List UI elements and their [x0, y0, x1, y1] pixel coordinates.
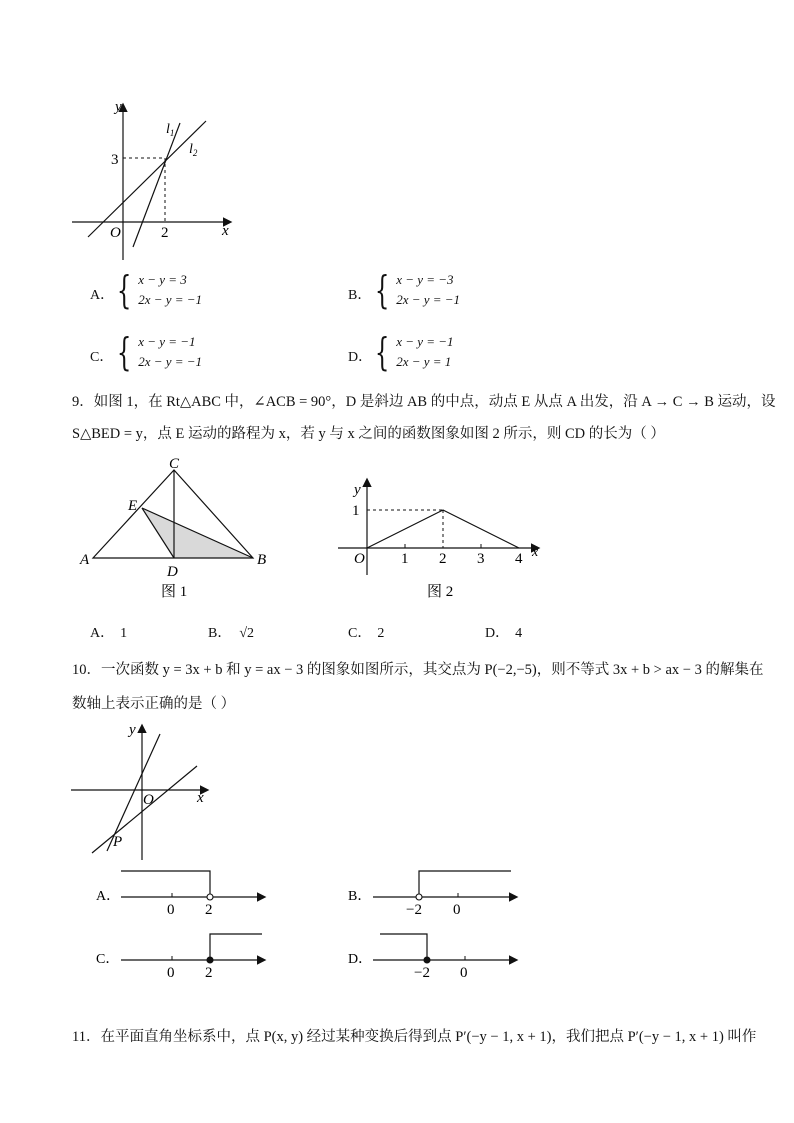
q9-figure1 — [75, 458, 275, 603]
q9-label-d: D — [167, 564, 178, 580]
q10-option-b-label: B． — [348, 889, 372, 904]
q8-option-d-label: D． — [348, 350, 373, 365]
brace-icon: { — [116, 330, 132, 374]
q9-option-d-label: D． — [485, 626, 510, 641]
q10-x-label: x — [197, 790, 204, 806]
q10-option-a-ray — [121, 871, 210, 894]
q9-stem-line2: S△BED = y，点 E 运动的路程为 x，若 y 与 x 之间的函数图象如图 2 所示，则 CD 的长为（ ） — [72, 426, 665, 442]
q9-label-e: E — [128, 498, 138, 514]
q9-option-b[interactable] — [208, 622, 254, 642]
q10-option-a-open-point — [207, 894, 213, 900]
q8-option-d-eq1: x − y = −1 — [396, 334, 454, 349]
q9-fig2-x-label: x — [532, 545, 539, 560]
q8-option-c-label: C． — [90, 350, 114, 365]
q8-option-a-label: A． — [90, 288, 115, 303]
q10-numberlines — [88, 862, 538, 982]
q9-label-c: C — [169, 458, 180, 472]
q8-y-label: y — [115, 99, 122, 115]
q8-option-a-eq1: x − y = 3 — [138, 272, 187, 287]
q9-option-c-label: C． — [348, 626, 372, 641]
q10-option-c-label: C． — [96, 952, 120, 967]
q8-tick-x: 2 — [161, 225, 169, 241]
q9-caption-fig2: 图 2 — [427, 584, 454, 600]
q9-fig2-x-tick-4: 4 — [515, 551, 523, 567]
q10-y-label: y — [129, 722, 136, 738]
q8-origin: O — [110, 225, 121, 241]
q8-option-a-system — [112, 270, 202, 310]
q8-option-b-eq2: 2x − y = −1 — [396, 292, 461, 307]
q10-option-c-ray — [210, 934, 262, 960]
q9-option-c-value: 2 — [377, 626, 385, 641]
q10-option-d-tick0-label: 0 — [460, 965, 468, 981]
q8-option-b-system — [370, 270, 460, 310]
q9-fig2-origin: O — [354, 551, 365, 567]
q10-option-d-solid-point — [424, 957, 430, 963]
q9-option-c[interactable] — [348, 622, 384, 642]
q10-point-p: P — [113, 834, 123, 850]
q9-fig2-x-tick-3: 3 — [477, 551, 485, 567]
q10-option-b[interactable] — [348, 871, 516, 918]
brace-icon: { — [374, 330, 390, 374]
q10-option-a-tick2-label: 2 — [205, 902, 213, 918]
q10-option-c[interactable] — [96, 934, 264, 981]
q10-option-b-tick0-label: 0 — [453, 902, 461, 918]
q8-option-d-system — [370, 332, 454, 372]
q8-line-l2 — [88, 121, 206, 237]
q9-label-b: B — [257, 552, 267, 568]
q10-option-d-ray — [380, 934, 427, 960]
q9-label-a: A — [80, 552, 90, 568]
brace-icon: { — [116, 268, 132, 312]
q10-origin: O — [143, 792, 154, 808]
q8-option-a-eq2: 2x − y = −1 — [138, 292, 203, 307]
q8-l2-label: $l_2$ — [189, 142, 198, 158]
q8-option-b-eq1: x − y = −3 — [396, 272, 454, 287]
q9-option-b-value: √2 — [239, 626, 255, 641]
q9-option-a-label: A． — [90, 626, 115, 641]
q10-option-a-label: A． — [96, 889, 121, 904]
q8-option-d-eq2: 2x − y = 1 — [396, 354, 452, 369]
q10-option-c-solid-point — [207, 957, 213, 963]
q9-figure2 — [330, 460, 550, 605]
q10-stem-line2: 数轴上表示正确的是（ ） — [72, 696, 236, 712]
q9-option-d-value: 4 — [515, 626, 523, 641]
q10-option-c-tick0-label: 0 — [167, 965, 175, 981]
q10-option-b-open-point — [416, 894, 422, 900]
q9-fig2-y-label: y — [354, 482, 361, 498]
q8-graph — [60, 95, 260, 265]
q9-option-a[interactable] — [90, 622, 127, 642]
q10-option-b-tickm2-label: −2 — [406, 902, 422, 918]
q10-graph — [65, 718, 225, 866]
q8-option-c-eq2: 2x − y = −1 — [138, 354, 203, 369]
q10-option-d-tickm2-label: −2 — [414, 965, 430, 981]
q10-option-d-label: D． — [348, 952, 373, 967]
q9-option-d[interactable] — [485, 622, 522, 642]
q11-stem-line1: 11．在平面直角坐标系中，点 P(x, y) 经过某种变换后得到点 P′(−y − 1, x + 1)，我们把点 P′(−y − 1, x + 1) 叫作 — [72, 1029, 757, 1045]
brace-icon: { — [374, 268, 390, 312]
q10-option-a-tick0-label: 0 — [167, 902, 175, 918]
q10-line-shallow — [92, 766, 197, 853]
q8-option-b-label: B． — [348, 288, 372, 303]
q8-option-c-eq1: x − y = −1 — [138, 334, 196, 349]
q10-option-d[interactable] — [348, 934, 516, 981]
q9-fig2-y-tick: 1 — [352, 503, 360, 519]
q9-fig2-x-tick-1: 1 — [401, 551, 409, 567]
q8-x-label: x — [222, 223, 229, 239]
q9-option-a-value: 1 — [120, 626, 128, 641]
q8-option-c-system — [112, 332, 202, 372]
q9-option-b-label: B． — [208, 626, 232, 641]
q8-tick-y: 3 — [111, 152, 119, 168]
q10-option-b-ray — [419, 871, 511, 894]
q10-option-c-tick2-label: 2 — [205, 965, 213, 981]
q9-fig2-x-tick-2: 2 — [439, 551, 447, 567]
q9-caption-fig1: 图 1 — [161, 584, 188, 600]
q9-stem-line1: 9．如图 1，在 Rt△ABC 中，∠ACB = 90°，D 是斜边 AB 的中点，动点 E 从点 A 出发，沿 A → C → B 运动，设 — [72, 394, 776, 410]
q8-l1-label: $l_1$ — [166, 122, 175, 138]
q10-stem-line1: 10．一次函数 y = 3x + b 和 y = ax − 3 的图象如图所示，其交点为 P(−2,−5)，则不等式 3x + b > ax − 3 的解集在 — [72, 662, 764, 678]
q10-option-a[interactable] — [96, 871, 264, 918]
